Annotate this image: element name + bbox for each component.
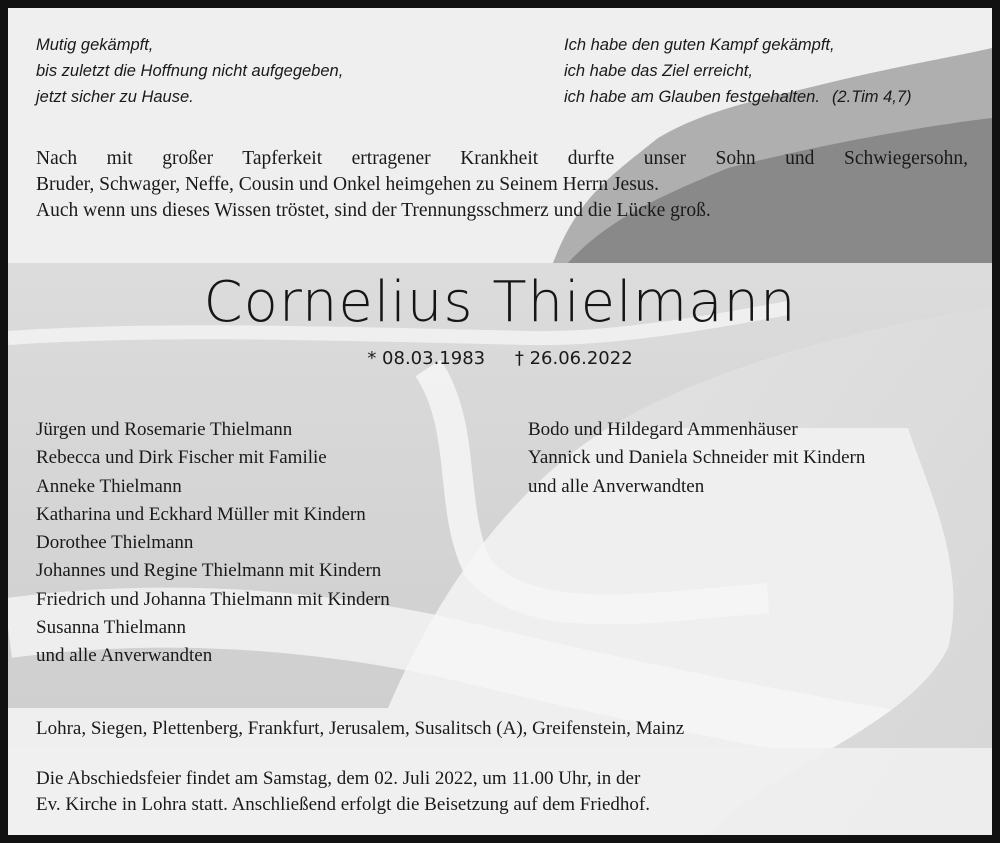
ceremony-info xyxy=(36,766,650,818)
ceremony-line: Ev. Kirche in Lohra statt. Anschließend erfolgt die Beisetzung auf dem Friedhof. xyxy=(36,794,650,815)
family-member: und alle Anverwandten xyxy=(36,645,213,667)
family-member: Johannes und Regine Thielmann mit Kindern xyxy=(36,560,382,582)
bible-quote xyxy=(564,32,912,110)
intro-line: Auch wenn uns dieses Wissen tröstet, sind der Trennungsschmerz und die Lücke groß. xyxy=(36,200,711,221)
birth-date: * 08.03.1983 xyxy=(367,348,486,369)
quote-left-line: bis zuletzt die Hoffnung nicht aufgegeben, xyxy=(36,62,344,80)
family-member: Jürgen und Rosemarie Thielmann xyxy=(36,419,293,440)
quote-left xyxy=(36,32,343,110)
ceremony-line: Die Abschiedsfeier findet am Samstag, dem 02. Juli 2022, um 11.00 Uhr, in der xyxy=(36,768,641,789)
family-list-right xyxy=(528,416,865,501)
deceased-name: Cornelius Thielmann xyxy=(203,270,797,335)
quote-left-line: Mutig gekämpft, xyxy=(36,36,154,54)
family-member: Bodo und Hildegard Ammenhäuser xyxy=(528,419,798,440)
family-member: Anneke Thielmann xyxy=(36,475,182,497)
places-line: Lohra, Siegen, Plettenberg, Frankfurt, Jerusalem, Susalitsch (A), Greifenstein, Mainz xyxy=(36,718,685,739)
family-member: Friedrich und Johanna Thielmann mit Kindern xyxy=(36,588,390,610)
death-date: † 26.06.2022 xyxy=(514,348,633,369)
family-member: Susanna Thielmann xyxy=(36,617,187,639)
family-member: Yannick und Daniela Schneider mit Kindern xyxy=(528,447,866,469)
bible-quote-line: ich habe am Glauben festgehalten. (2.Tim 4,7) xyxy=(564,88,912,106)
bible-quote-line: ich habe das Ziel erreicht, xyxy=(564,62,753,80)
intro-line: Nach mit großer Tapferkeit ertragener Krankheit durfte unser Sohn und Schwiegersohn, xyxy=(36,148,968,169)
family-member: Rebecca und Dirk Fischer mit Familie xyxy=(36,447,327,469)
family-list-left xyxy=(36,416,390,671)
quote-left-line: jetzt sicher zu Hause. xyxy=(36,88,194,106)
intro-line: Bruder, Schwager, Neffe, Cousin und Onkel heimgehen zu Seinem Herrn Jesus. xyxy=(36,174,660,195)
bible-quote-line: Ich habe den guten Kampf gekämpft, xyxy=(564,36,835,54)
bible-reference: (2.Tim 4,7) xyxy=(831,88,912,106)
intro-text xyxy=(36,146,976,224)
family-member: Dorothee Thielmann xyxy=(36,532,194,554)
life-dates xyxy=(8,348,992,369)
family-member: Katharina und Eckhard Müller mit Kindern xyxy=(36,503,366,525)
family-member: und alle Anverwandten xyxy=(528,475,705,497)
